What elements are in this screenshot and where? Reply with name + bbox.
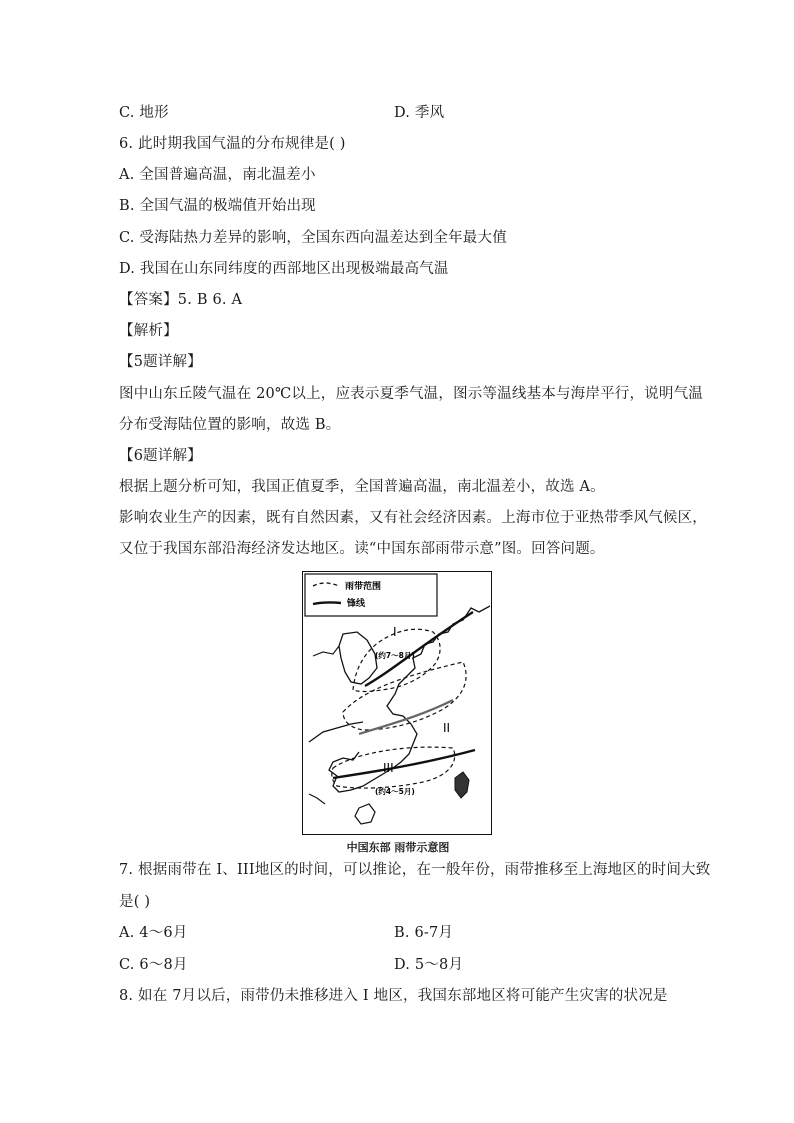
rain-belt-map [303,572,490,833]
q6-option-d: D. 我国在山东同纬度的西部地区出现极端最高气温 [119,261,449,277]
q7-option-a: A. 4～6月 [119,925,188,941]
q8-stem: 8. 如在 7月以后，雨带仍未推移进入 I 地区，我国东部地区将可能产生灾害的状况是 [119,988,668,1004]
legend-front-label: 锋线 [347,599,366,609]
q6-detail-line1: 根据上题分析可知，我国正值夏季，全国普遍高温，南北温差小，故选 A。 [119,479,605,495]
q5-option-c: C. 地形 [119,105,169,121]
zone-iii-label: III [383,761,394,775]
q6-stem: 6. 此时期我国气温的分布规律是( ) [119,136,346,152]
map-frame [302,571,492,835]
front-ii [359,700,453,734]
q5-option-d: D. 季风 [394,105,445,121]
q6-option-b: B. 全国气温的极端值开始出现 [119,198,316,214]
legend-range-label: 雨带范围 [345,582,382,592]
south-land-edge [309,794,325,804]
q6-detail-heading: 【6题详解】 [119,448,202,464]
hainan-island [355,804,375,824]
figure-caption: 中国东部 雨带示意图 [346,841,450,854]
middle-land-edge [309,722,363,742]
zone-i-label: I [393,625,397,639]
analysis-heading: 【解析】 [119,323,178,339]
q7-option-d: D. 5～8月 [394,957,464,973]
north-boundary [313,646,339,656]
q7-stem-line1: 7. 根据雨带在 I、III地区的时间，可以推论，在一般年份，雨带推移至上海地区的时间大致 [119,862,711,878]
q5-detail-heading: 【5题详解】 [119,354,202,370]
q7-stem-line2: 是( ) [119,894,151,910]
bohai-outline [339,632,377,684]
q6-option-a: A. 全国普遍高温，南北温差小 [119,167,316,183]
rain-belt-figure [302,571,494,858]
zone-ii-label: II [443,721,451,735]
q5-detail-line2: 分布受海陆位置的影响，故选 B。 [119,417,341,433]
intro-line2: 又位于我国东部沿海经济发达地区。读“中国东部雨带示意”图。回答问题。 [119,541,605,557]
zone-i-time: (约7～8月) [375,651,415,660]
q7-option-b: B. 6-7月 [394,925,454,941]
taiwan-island [455,772,469,798]
q6-option-c: C. 受海陆热力差异的影响，全国东西向温差达到全年最大值 [119,230,507,246]
front-i [365,612,473,686]
intro-line1: 影响农业生产的因素，既有自然因素，又有社会经济因素。上海市位于亚热带季风气候区， [119,510,707,526]
zone-iii-time: (约4～5月) [375,787,415,796]
q5-detail-line1: 图中山东丘陵气温在 20℃以上，应表示夏季气温，图示等温线基本与海岸平行，说明气温 [119,386,703,402]
legend-box [305,574,437,616]
answer-line: 【答案】5. B 6. A [119,292,243,308]
q7-option-c: C. 6～8月 [119,957,188,973]
front-iii [333,750,475,778]
